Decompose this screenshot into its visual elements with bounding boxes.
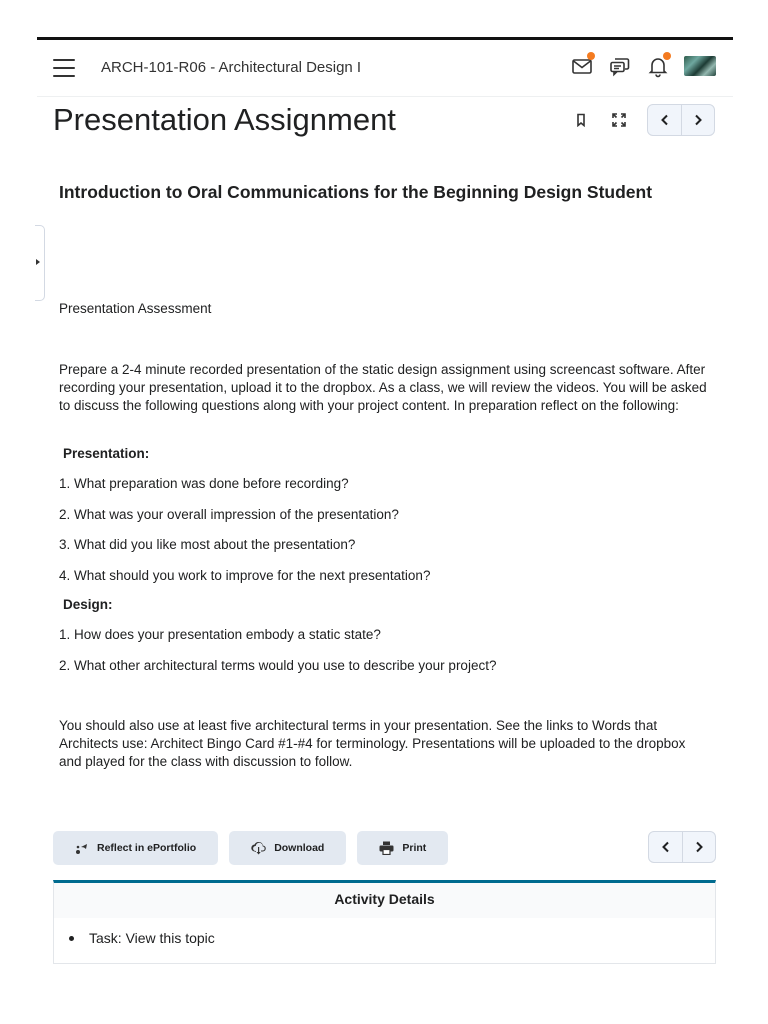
eportfolio-icon bbox=[75, 841, 89, 855]
bottom-topic-nav bbox=[648, 831, 716, 863]
nav-icons bbox=[556, 54, 716, 78]
mail-notification-dot bbox=[587, 52, 595, 60]
course-title[interactable]: ARCH-101-R06 - Architectural Design I bbox=[101, 59, 362, 76]
chevron-right-icon bbox=[694, 841, 704, 853]
closing-paragraph: You should also use at least five architectural terms in your presentation. See the links to Words that Architects use: Architect Bingo Card #1-#4 for terminology. Presentations will be uploaded to the dropbox and played for the class with discussion to follow. bbox=[59, 718, 686, 769]
bell-icon[interactable] bbox=[646, 54, 670, 78]
activity-details-list bbox=[54, 918, 715, 946]
chat-icon[interactable] bbox=[608, 54, 632, 78]
previous-topic-button[interactable] bbox=[648, 105, 681, 135]
page-title: Presentation Assignment bbox=[53, 102, 396, 137]
title-tools bbox=[571, 104, 715, 136]
presentation-question: 3. What did you like most about the presentation? bbox=[59, 537, 356, 552]
table-of-contents-toggle[interactable] bbox=[35, 225, 45, 301]
assessment-label: Presentation Assessment bbox=[59, 301, 212, 316]
avatar[interactable] bbox=[684, 56, 716, 76]
menu-icon[interactable] bbox=[53, 59, 75, 77]
download-button[interactable] bbox=[229, 831, 346, 865]
presentation-heading: Presentation: bbox=[63, 446, 150, 461]
navbar bbox=[37, 40, 733, 97]
reflect-in-eportfolio-button[interactable] bbox=[53, 831, 218, 865]
content-heading: Introduction to Oral Communications for the Beginning Design Student bbox=[59, 182, 653, 202]
previous-topic-button[interactable] bbox=[649, 832, 682, 862]
design-heading: Design: bbox=[63, 597, 113, 612]
next-topic-button[interactable] bbox=[682, 832, 715, 862]
bookmark-icon[interactable] bbox=[571, 110, 591, 130]
printer-icon bbox=[379, 841, 394, 855]
design-question: 2. What other architectural terms would you use to describe your project? bbox=[59, 658, 497, 673]
download-label: Download bbox=[274, 842, 325, 854]
topic-nav bbox=[647, 104, 715, 136]
design-question: 1. How does your presentation embody a static state? bbox=[59, 627, 381, 642]
mail-icon[interactable] bbox=[570, 54, 594, 78]
chevron-left-icon bbox=[660, 114, 670, 126]
reflect-label: Reflect in ePortfolio bbox=[97, 842, 197, 854]
print-button[interactable] bbox=[357, 831, 448, 865]
intro-paragraph: Prepare a 2-4 minute recorded presentation of the static design assignment using screencast software. After recording your presentation, upload it to the dropbox. As a class, we will review the videos. You will be asked to discuss the following questions along with your project content. In preparation reflect on the following: bbox=[59, 362, 707, 413]
cloud-download-icon bbox=[251, 841, 266, 855]
chevron-left-icon bbox=[661, 841, 671, 853]
bell-notification-dot bbox=[663, 52, 671, 60]
activity-details bbox=[53, 880, 716, 964]
fullscreen-icon[interactable] bbox=[609, 110, 629, 130]
chevron-right-icon bbox=[693, 114, 703, 126]
action-bar bbox=[53, 831, 459, 865]
activity-details-title: Activity Details bbox=[54, 883, 715, 918]
presentation-question: 4. What should you work to improve for the next presentation? bbox=[59, 568, 431, 583]
next-topic-button[interactable] bbox=[681, 105, 714, 135]
presentation-question: 2. What was your overall impression of the presentation? bbox=[59, 507, 399, 522]
list-item: Task: View this topic bbox=[68, 930, 715, 946]
print-label: Print bbox=[402, 842, 427, 854]
presentation-question: 1. What preparation was done before recording? bbox=[59, 476, 349, 491]
